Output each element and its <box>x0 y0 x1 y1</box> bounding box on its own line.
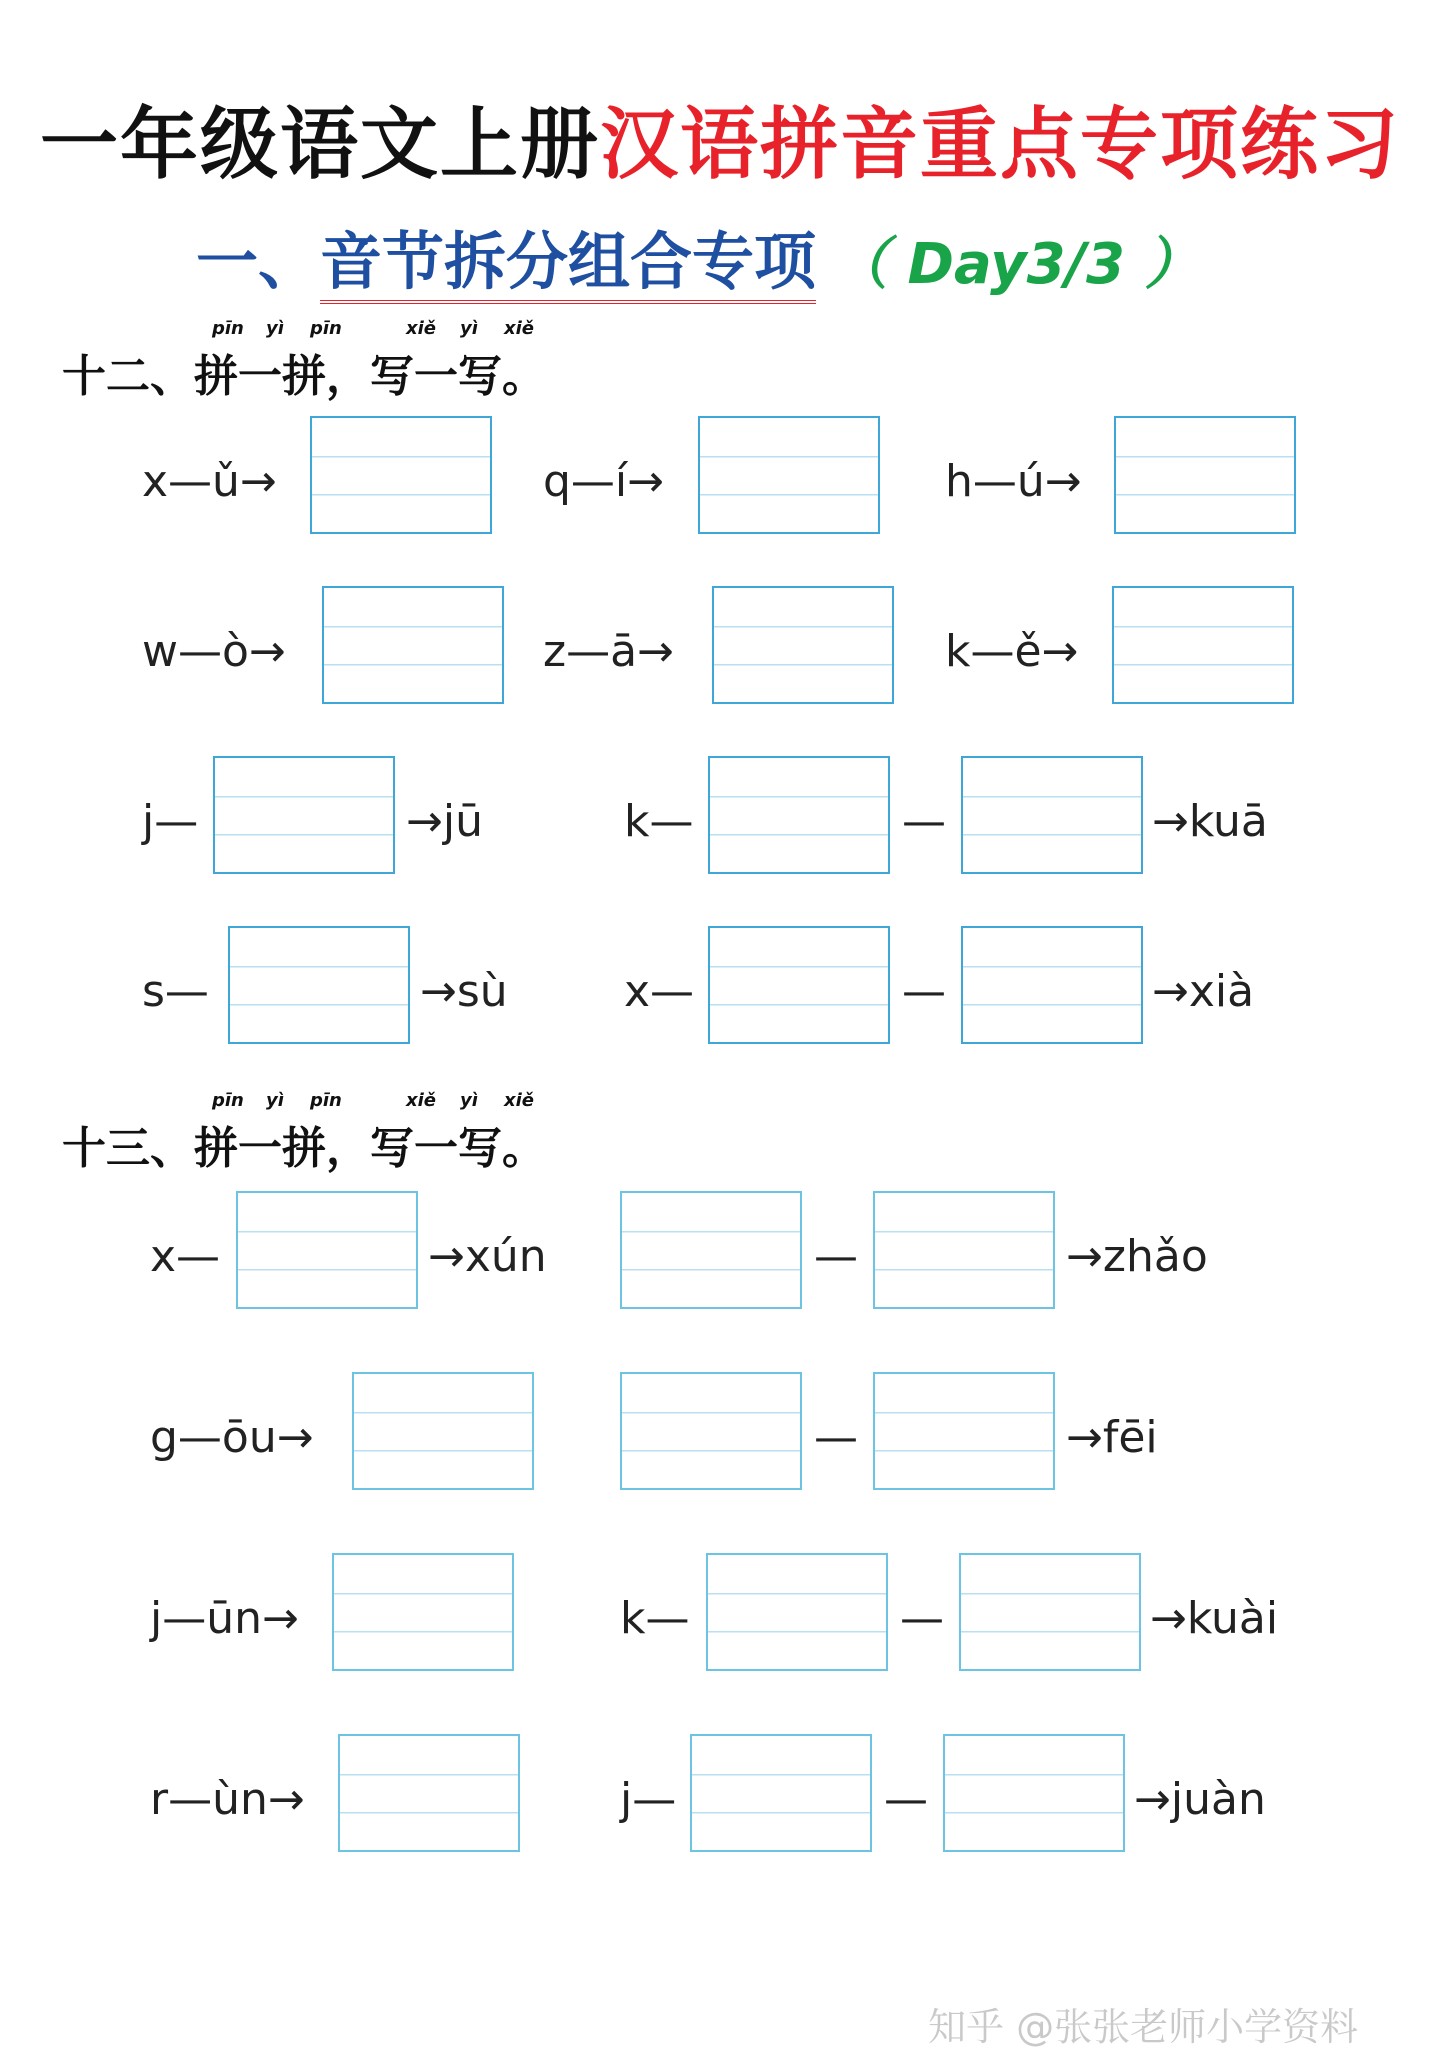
dash-text: — <box>814 1412 858 1463</box>
answer-box[interactable] <box>708 756 890 874</box>
prompt-text: →xún <box>428 1231 547 1282</box>
prompt-text: w—ò→ <box>142 626 286 677</box>
answer-box[interactable] <box>352 1372 534 1490</box>
answer-box[interactable] <box>228 926 410 1044</box>
prompt-text: k—ě→ <box>945 626 1079 677</box>
dash-text: — <box>900 1593 944 1644</box>
question-text: 十二、拼一拼，写一写。 <box>62 351 546 402</box>
prompt-text: h—ú→ <box>945 456 1082 507</box>
prompt-text: →kuā <box>1152 796 1268 847</box>
prompt-text: z—ā→ <box>543 626 674 677</box>
title-topic: 汉语拼音重点专项练习 <box>600 99 1401 190</box>
answer-box[interactable] <box>873 1372 1055 1490</box>
answer-box[interactable] <box>943 1734 1125 1852</box>
subtitle-day: （ Day3/3 ） <box>832 232 1201 297</box>
prompt-text: g—ōu→ <box>150 1412 314 1463</box>
dash-text: — <box>814 1231 858 1282</box>
answer-box[interactable] <box>213 756 395 874</box>
prompt-text: →sù <box>420 966 508 1017</box>
pinyin-annotation: pīn <box>310 318 342 339</box>
dash-text: — <box>902 796 946 847</box>
answer-box[interactable] <box>322 586 504 704</box>
page-title <box>0 82 1440 194</box>
pinyin-annotation: xiě <box>504 1090 534 1111</box>
prompt-text: r—ùn→ <box>150 1774 305 1825</box>
prompt-text: →kuài <box>1150 1593 1279 1644</box>
answer-box[interactable] <box>310 416 492 534</box>
prompt-text: x—ǔ→ <box>142 456 277 507</box>
pinyin-annotation: yì <box>266 318 284 339</box>
prompt-text: k— <box>620 1593 690 1644</box>
answer-box[interactable] <box>961 756 1143 874</box>
pinyin-annotation: xiě <box>406 318 436 339</box>
pinyin-annotation: xiě <box>504 318 534 339</box>
prompt-text: j—ūn→ <box>150 1593 299 1644</box>
prompt-text: q—í→ <box>543 456 665 507</box>
pinyin-annotation: pīn <box>212 318 244 339</box>
answer-box[interactable] <box>690 1734 872 1852</box>
prompt-text: →jū <box>406 796 483 847</box>
answer-box[interactable] <box>620 1191 802 1309</box>
pinyin-annotation: xiě <box>406 1090 436 1111</box>
prompt-text: x— <box>150 1231 221 1282</box>
answer-box[interactable] <box>706 1553 888 1671</box>
section-subtitle <box>196 212 1200 301</box>
answer-box[interactable] <box>873 1191 1055 1309</box>
answer-box[interactable] <box>712 586 894 704</box>
pinyin-annotation: pīn <box>310 1090 342 1111</box>
answer-box[interactable] <box>698 416 880 534</box>
pinyin-annotation: yì <box>266 1090 284 1111</box>
title-grade: 一年级语文上册 <box>39 99 600 190</box>
answer-box[interactable] <box>338 1734 520 1852</box>
subtitle-prefix: 一、 <box>196 225 321 298</box>
answer-box[interactable] <box>1114 416 1296 534</box>
prompt-text: →zhǎo <box>1066 1231 1208 1282</box>
question-text: 十三、拼一拼，写一写。 <box>62 1123 546 1174</box>
pinyin-annotation: yì <box>460 318 478 339</box>
answer-box[interactable] <box>620 1372 802 1490</box>
answer-box[interactable] <box>332 1553 514 1671</box>
answer-box[interactable] <box>1112 586 1294 704</box>
dash-text: — <box>884 1774 928 1825</box>
prompt-text: j— <box>620 1774 677 1825</box>
prompt-text: x— <box>624 966 695 1017</box>
prompt-text: →juàn <box>1134 1774 1266 1825</box>
prompt-text: j— <box>142 796 199 847</box>
watermark: 知乎 @张张老师小学资料 <box>928 2005 1359 2049</box>
answer-box[interactable] <box>236 1191 418 1309</box>
pinyin-annotation: pīn <box>212 1090 244 1111</box>
prompt-text: →xià <box>1152 966 1255 1017</box>
prompt-text: →fēi <box>1066 1412 1158 1463</box>
subtitle-main: 音节拆分组合专项 <box>320 225 816 304</box>
answer-box[interactable] <box>961 926 1143 1044</box>
answer-box[interactable] <box>959 1553 1141 1671</box>
pinyin-annotation: yì <box>460 1090 478 1111</box>
answer-box[interactable] <box>708 926 890 1044</box>
prompt-text: s— <box>142 966 209 1017</box>
prompt-text: k— <box>624 796 694 847</box>
dash-text: — <box>902 966 946 1017</box>
